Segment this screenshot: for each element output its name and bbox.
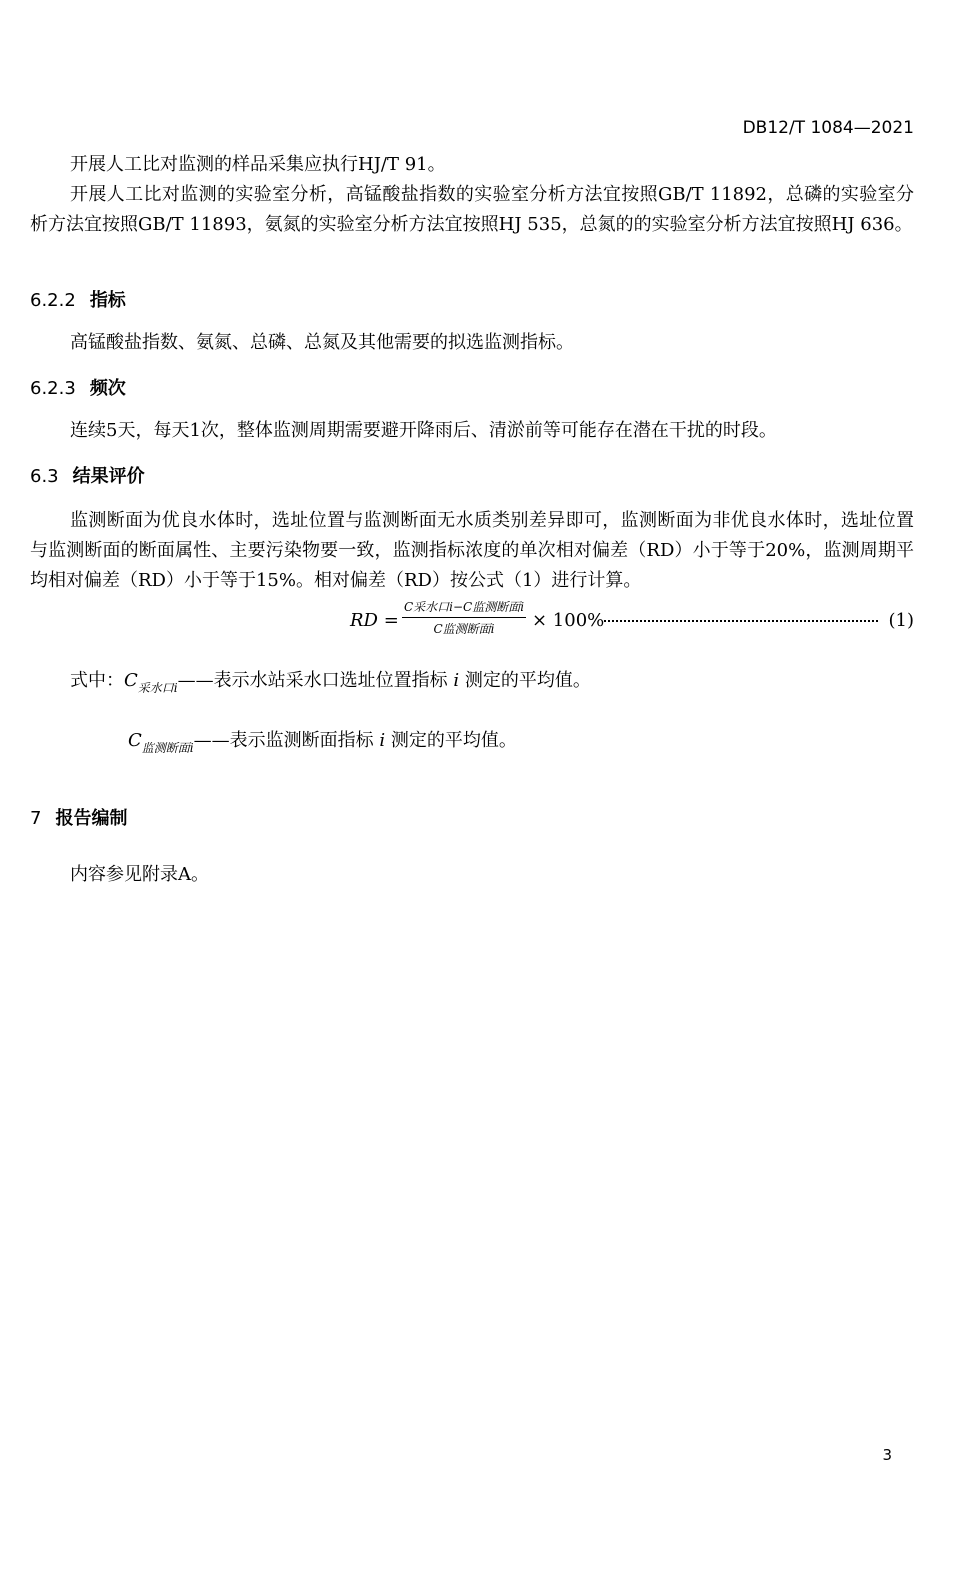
formula-leader-dots [604, 608, 878, 622]
definition-var1 [70, 666, 591, 695]
heading-6-3 [30, 462, 145, 488]
heading-7 [30, 804, 127, 830]
formula-denominator: C监测断面i [433, 622, 495, 636]
page-number: 3 [882, 1446, 892, 1464]
heading-title: 频次 [89, 378, 126, 399]
variable-symbol: C [124, 670, 138, 691]
formula-lhs: RD = [350, 610, 399, 631]
heading-number: 6.2.3 [30, 378, 76, 399]
formula-number: (1) [888, 610, 914, 631]
heading-6-2-3 [30, 374, 126, 400]
heading-6-2-2 [30, 286, 126, 312]
formula-fraction [402, 598, 526, 637]
definition-text: ——表示水站采水口选址位置指标 [177, 670, 448, 691]
definition-suffix: 测定的平均值。 [390, 730, 517, 751]
definition-prefix: 式中： [70, 670, 124, 691]
paragraph-lab-analysis: 开展人工比对监测的实验室分析，高锰酸盐指数的实验室分析方法宜按照GB/T 11892，总磷的实验室分析方法宜按照GB/T 11893，氨氮的实验室分析方法宜按照HJ 535，总氮的的实验室分析方法宜按照HJ 636。 [30, 184, 914, 235]
heading-title: 结果评价 [72, 466, 145, 487]
paragraph-report: 内容参见附录A。 [70, 864, 209, 885]
heading-number: 6.3 [30, 466, 59, 487]
heading-number: 7 [30, 808, 42, 829]
heading-title: 指标 [89, 290, 126, 311]
formula-numerator: C采水口i−C监测断面i [402, 598, 526, 618]
variable-subscript: 采水口i [137, 681, 178, 695]
heading-title: 报告编制 [55, 808, 128, 829]
paragraph-result-evaluation: 监测断面为优良水体时，选址位置与监测断面无水质类别差异即可，监测断面为非优良水体时，选址位置与监测断面的断面属性、主要污染物要一致，监测指标浓度的单次相对偏差（RD）小于等于20%，监测周期平均相对偏差（RD）小于等于15%。相对偏差（RD）按公式（1）进行计算。 [30, 510, 914, 591]
standard-code: DB12/T 1084—2021 [742, 118, 914, 138]
paragraph-frequency: 连续5天，每天1次，整体监测周期需要避开降雨后、清淤前等可能存在潜在干扰的时段。 [70, 420, 777, 441]
definition-text: ——表示监测断面指标 [193, 730, 374, 751]
variable-index: i [379, 730, 386, 751]
variable-index: i [453, 670, 460, 691]
variable-symbol: C [128, 730, 142, 751]
variable-subscript: 监测断面i [141, 741, 194, 755]
formula-rd [350, 598, 914, 644]
formula-multiplier: × 100% [532, 610, 605, 631]
paragraph-sampling: 开展人工比对监测的样品采集应执行HJ/T 91。 [70, 154, 446, 175]
paragraph-indicators: 高锰酸盐指数、氨氮、总磷、总氮及其他需要的拟选监测指标。 [70, 332, 574, 353]
definition-suffix: 测定的平均值。 [464, 670, 591, 691]
definition-var2 [128, 726, 517, 755]
heading-number: 6.2.2 [30, 290, 76, 311]
